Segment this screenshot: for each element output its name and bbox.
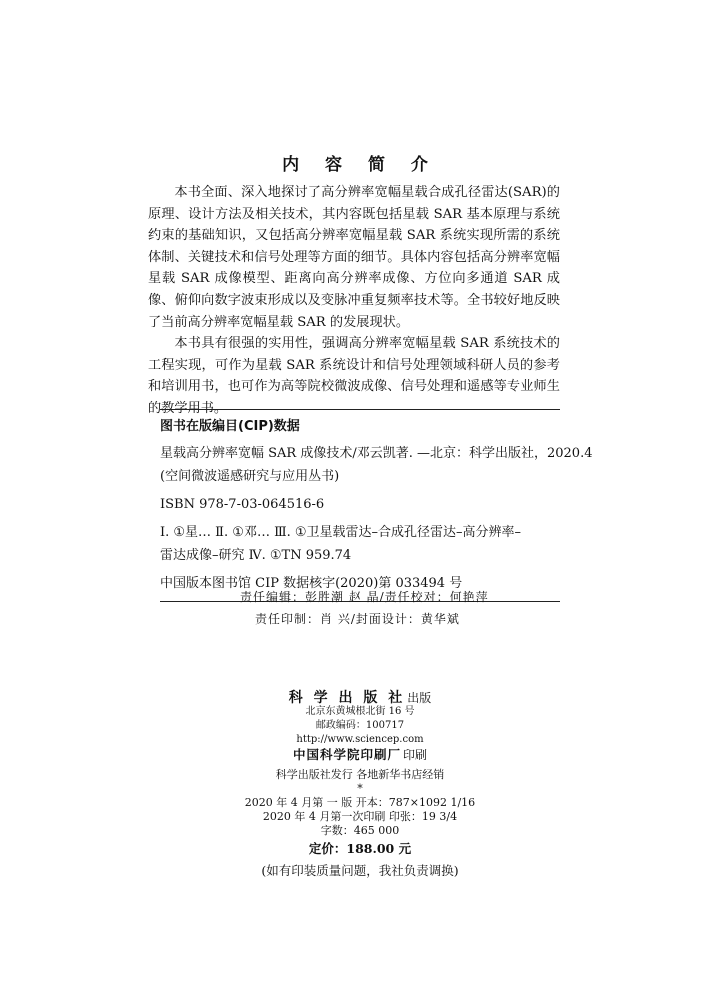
cip-data-box	[160, 409, 593, 602]
credits-editors: 责任编辑：彭胜潮 赵 晶/责任校对：何艳萍	[240, 590, 489, 604]
intro-title: 内 容 简 介	[282, 155, 438, 175]
intro-paragraph: 本书具有很强的实用性，强调高分辨率宽幅星载 SAR 系统技术的工程实现，可作为星载 SAR 系统设计和信号处理领域科研人员的参考和培训用书，也可作为高等院校微波成像、信号处理和遥感等专业师生的教学用书。	[148, 336, 560, 416]
cip-classification-2: 雷达成像–研究 Ⅳ. ①TN 959.74	[160, 548, 352, 563]
cip-title-line: 星载高分辨率宽幅 SAR 成像技术/邓云凯著. —北京：科学出版社，2020.4	[160, 446, 593, 461]
word-count: 字数：465 000	[320, 824, 400, 837]
edition-line: 2020 年 4 月第 一 版 开本：787×1092 1/16	[244, 796, 476, 809]
intro-body	[148, 182, 560, 420]
cip-check-number: 中国版本图书馆 CIP 数据核字(2020)第 033494 号	[160, 576, 463, 591]
publisher-block	[0, 690, 720, 878]
publisher-postcode: 邮政编码：100717	[315, 720, 405, 731]
quality-note: (如有印装质量问题，我社负责调换)	[261, 863, 459, 878]
distribution-line: 科学出版社发行 各地新华书店经销	[275, 768, 445, 781]
publisher-name-suffix: 出版	[407, 691, 432, 705]
printer-suffix: 印刷	[403, 748, 428, 762]
printer-name: 中国科学院印刷厂	[292, 747, 401, 762]
printer-row	[0, 747, 720, 762]
credits-production: 责任印制：肖 兴/封面设计：黄华斌	[255, 612, 460, 626]
publisher-url: http://www.sciencep.com	[296, 734, 424, 745]
intro-paragraph: 本书全面、深入地探讨了高分辨率宽幅星载合成孔径雷达(SAR)的原理、设计方法及相关技术，其内容既包括星载 SAR 基本原理与系统约束的基础知识，又包括高分辨率宽幅星载 SAR 系统实现所需的系统体制、关键技术和信号处理等方面的细节。具体内容包括高分辨率宽幅星载 SAR 成像模型、距离向高分辨率成像、方位向多通道 SAR 成像、俯仰向数字波束形成以及变脉冲重复频率技术等。全书较好地反映了当前高分辨率宽幅星载 SAR 的发展现状。	[148, 185, 560, 330]
publisher-name: 科 学 出 版 社	[288, 690, 406, 706]
cip-isbn: ISBN 978-7-03-064516-6	[160, 497, 325, 512]
cip-series-line: (空间微波遥感研究与应用丛书)	[160, 469, 340, 484]
price: 定价：188.00 元	[308, 841, 412, 856]
separator-star: *	[357, 782, 363, 795]
cip-classification-1: Ⅰ. ①星… Ⅱ. ①邓… Ⅲ. ①卫星载雷达–合成孔径雷达–高分辨率–	[160, 525, 522, 540]
cip-heading: 图书在版编目(CIP)数据	[160, 419, 300, 434]
publisher-address: 北京东黄城根北街 16 号	[305, 706, 415, 717]
printing-line: 2020 年 4 月第一次印刷 印张：19 3/4	[262, 810, 458, 823]
publisher-name-row	[0, 690, 720, 705]
